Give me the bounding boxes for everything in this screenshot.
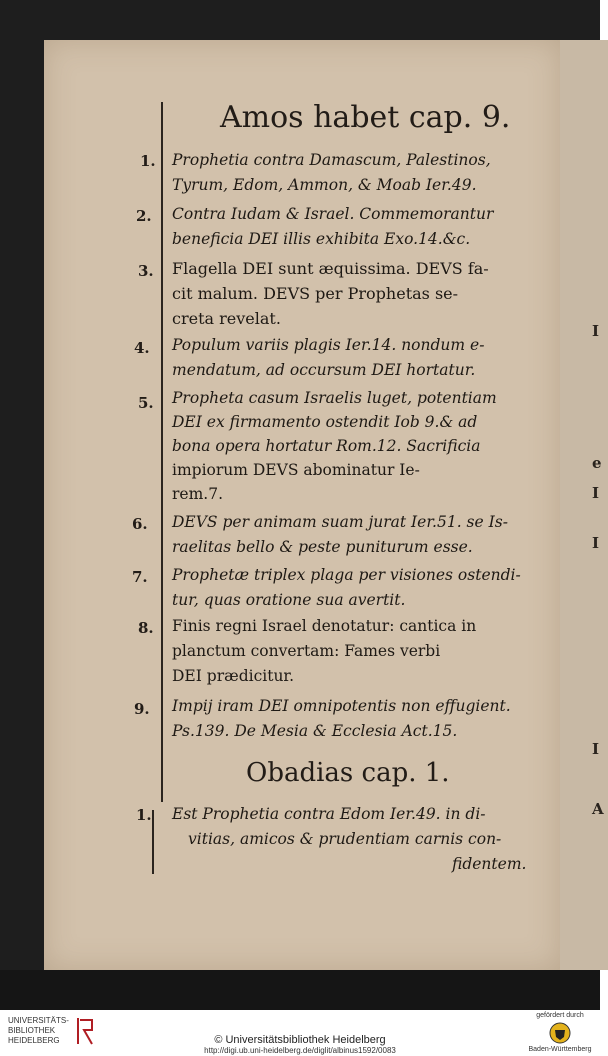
entry-text — [172, 694, 542, 744]
entry-line: vitias, amicos & prudentiam carnis con- — [188, 830, 502, 848]
entry-line: Est Prophetia contra Edom Ier.49. in di- — [172, 805, 486, 823]
entry-line: Prophetæ triplex plaga per visiones ostendi- — [172, 566, 521, 584]
entry-line: creta revelat. — [172, 309, 281, 328]
entry-text — [172, 510, 542, 560]
scan-bottom-border — [0, 970, 600, 1010]
margin-rule-lower — [152, 810, 154, 874]
right-page-fragment: I — [592, 322, 600, 340]
entry-line: mendatum, ad occursum DEI hortatur. — [172, 361, 476, 379]
section-heading-amos: Amos habet cap. 9. — [220, 100, 511, 135]
sponsor-block — [524, 1012, 596, 1053]
entry-line: fidentem. — [452, 855, 527, 873]
entry-number: 8. — [138, 619, 154, 637]
right-page-fragment: I — [592, 740, 600, 758]
entry-line: raelitas bello & peste puniturum esse. — [172, 538, 473, 556]
entry-line: DEI ex firmamento ostendit Iob 9.& ad — [172, 413, 478, 431]
copyright-text: © Universitätsbibliothek Heidelberg — [214, 1034, 386, 1046]
library-name-line: BIBLIOTHEK — [8, 1026, 56, 1035]
entry-line: Propheta casum Israelis luget, potentiam — [172, 389, 497, 407]
entry-line: Impij iram DEI omnipotentis non effugient. — [172, 697, 511, 715]
entry-number: 4. — [134, 339, 150, 357]
page-url-link[interactable]: http://digi.ub.uni-heidelberg.de/diglit/albinus1592/0083 — [204, 1046, 396, 1055]
entry-number: 6. — [132, 515, 148, 533]
right-page-fragment: I — [592, 484, 600, 502]
entry-line: Prophetia contra Damascum, Palestinos, — [172, 151, 491, 169]
entry-text — [172, 563, 542, 613]
entry-line: bona opera hortatur Rom.12. Sacrificia — [172, 437, 481, 455]
entry-line: DEI prædicitur. — [172, 667, 295, 685]
right-page-fragment: e — [592, 454, 602, 472]
entry-line: Finis regni Israel denotatur: cantica in — [172, 617, 477, 635]
entry-number: 9. — [134, 700, 150, 718]
entry-line: planctum convertam: Fames verbi — [172, 642, 441, 660]
library-name-line: HEIDELBERG — [8, 1036, 60, 1045]
entry-number: 5. — [138, 394, 154, 412]
library-name-line: UNIVERSITÄTS- — [8, 1016, 69, 1025]
sponsor-label: gefördert durch — [536, 1012, 584, 1019]
entry-line: DEVS per animam suam jurat Ier.51. se Is- — [172, 513, 508, 531]
state-seal-icon — [549, 1022, 571, 1044]
right-page-fragment: A — [592, 800, 604, 818]
entry-text — [172, 256, 542, 331]
right-page-fragment: I — [592, 534, 600, 552]
entry-line: Ps.139. De Mesia & Ecclesia Act.15. — [172, 722, 458, 740]
entry-line: beneficia DEI illis exhibita Exo.14.&c. — [172, 230, 471, 248]
entry-number: 1. — [140, 152, 156, 170]
entry-line: rem.7. — [172, 485, 223, 503]
entry-line: Tyrum, Edom, Ammon, & Moab Ier.49. — [172, 176, 477, 194]
margin-rule — [161, 102, 163, 802]
entry-number: 1. — [136, 806, 152, 824]
entry-number: 7. — [132, 568, 148, 586]
entry-number: 3. — [138, 262, 154, 280]
entry-line: Contra Iudam & Israel. Commemorantur — [172, 205, 494, 223]
entry-text — [172, 386, 542, 506]
section-heading-obadias: Obadias cap. 1. — [246, 758, 450, 788]
entry-text — [172, 333, 542, 383]
entry-line: cit malum. DEVS per Prophetas se- — [172, 284, 459, 303]
adjacent-page-edge — [558, 40, 608, 970]
entry-line: Populum variis plagis Ier.14. nondum e- — [172, 336, 485, 354]
entry-text — [172, 202, 542, 252]
entry-line: tur, quas oratione sua avertit. — [172, 591, 406, 609]
sponsor-name: Baden-Württemberg — [528, 1046, 592, 1053]
entry-text — [172, 802, 542, 877]
entry-text — [172, 148, 542, 198]
entry-line: impiorum DEVS abominatur Ie- — [172, 461, 420, 479]
entry-line: Flagella DEI sunt æquissima. DEVS fa- — [172, 259, 489, 278]
entry-number: 2. — [136, 207, 152, 225]
entry-text — [172, 614, 542, 689]
